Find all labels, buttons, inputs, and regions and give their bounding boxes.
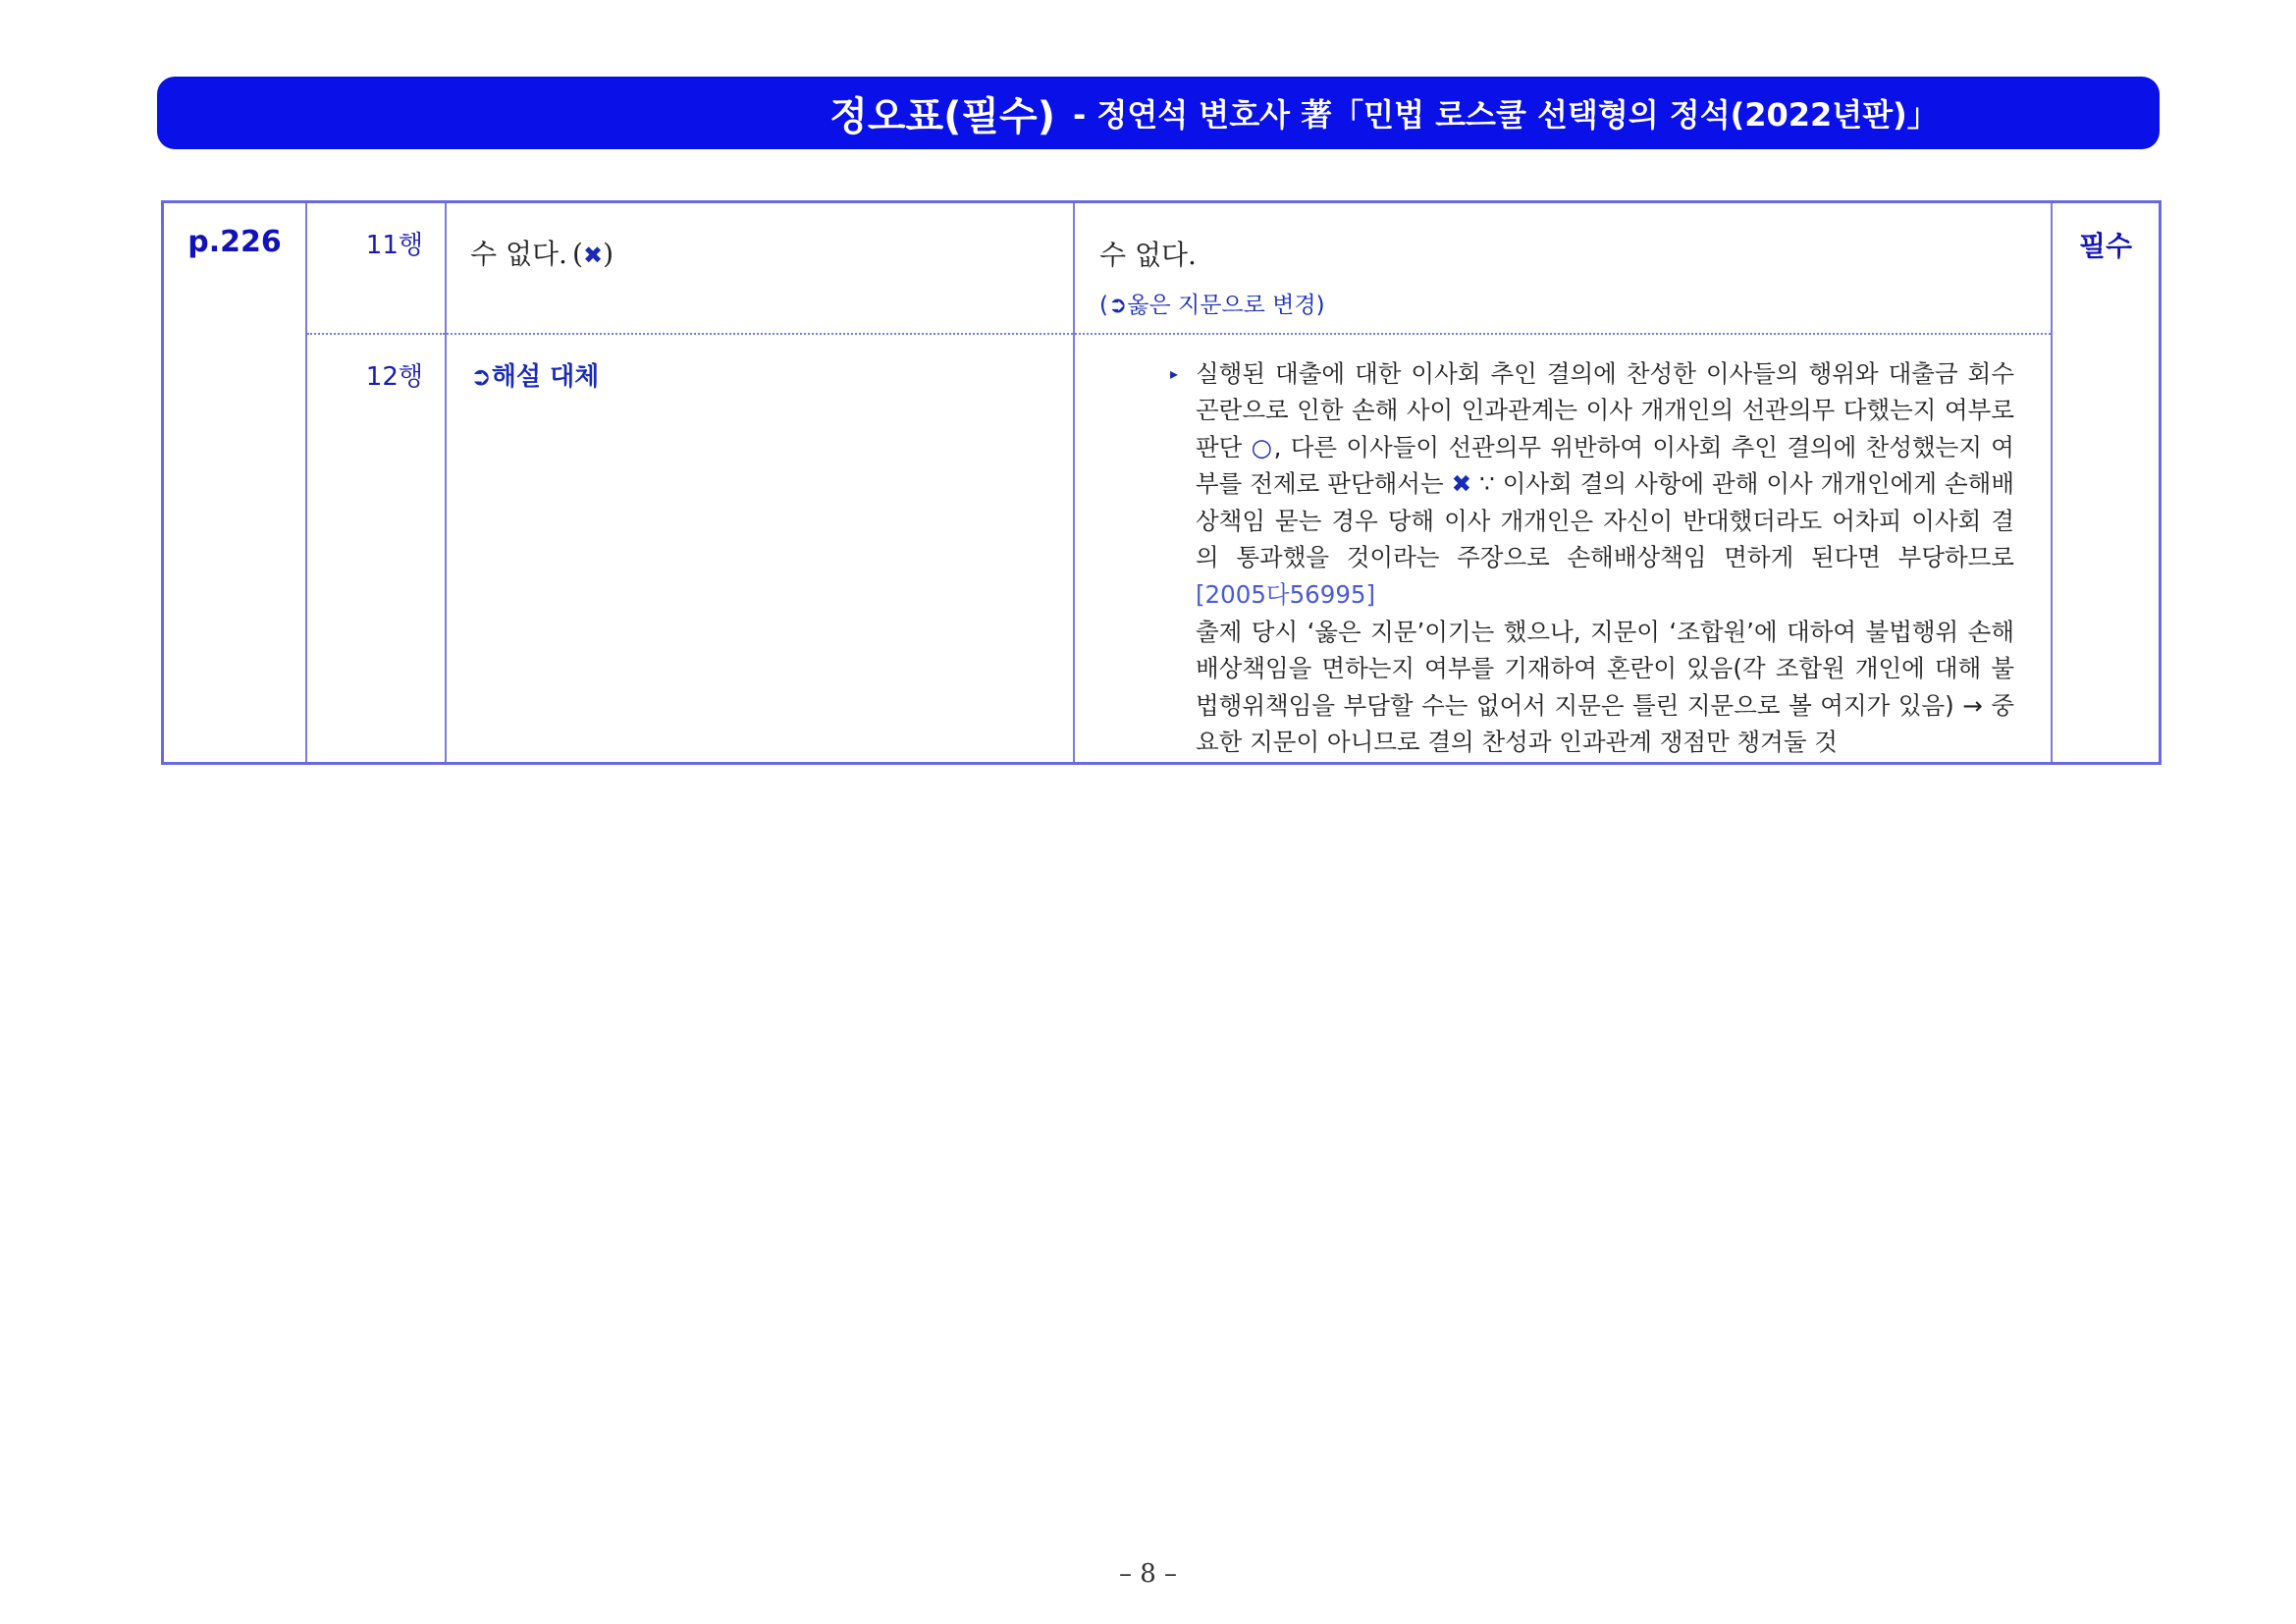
corrected-text-cell xyxy=(1074,202,2052,334)
correct-mark-icon: ○ xyxy=(1251,432,1274,461)
case-citation: [2005다56995] xyxy=(1196,580,1376,610)
table-row xyxy=(163,334,2161,764)
mark-open: ( xyxy=(572,238,583,270)
original-text-cell xyxy=(446,202,1074,334)
errata-table xyxy=(161,200,2162,765)
explanation-part-1: 실행된 대출에 대한 이사회 추인 결의에 찬성한 이사들의 행위와 대출금 회수 곤란으로 인한 손해 사이 인과관계는 이사 개개인의 선관의무 다했는지 여부로 판단 xyxy=(1196,358,2014,461)
table-row xyxy=(163,202,2161,334)
wrong-mark-icon: ✖ xyxy=(582,242,604,269)
correction-note: (➲옳은 지문으로 변경) xyxy=(1099,293,1325,318)
explanation-part-4: 출제 당시 ‘옳은 지문’이기는 했으나, 지문이 ‘조합원’에 대하여 불법행위 손해배상책임을 면하는지 여부를 기재하여 혼란이 있음(각 조합원 개인에 대해 불법행위책임을 부담할 수는 없어서 지문은 틀린 지문으로 볼 여지가 있음) → 중요한 지문이 아니므로 결의 찬성과 인과관계 쟁점만 챙겨둘 것 xyxy=(1196,617,2014,757)
original-text: 수 없다. xyxy=(470,238,567,270)
corrected-text-cell xyxy=(1074,334,2052,764)
line-number: 11행 xyxy=(306,202,446,334)
page-reference: p.226 xyxy=(163,202,307,764)
title-banner xyxy=(157,77,2160,149)
wrong-mark-icon: ✖ xyxy=(1451,469,1472,499)
banner-title: 정오표(필수) xyxy=(829,93,1055,139)
explanation-part-2: , 다른 이사들이 선관의무 위반하여 이사회 추인 결의에 찬성했는지 여부를 전제로 판단해서는 xyxy=(1196,432,2014,499)
line-number: 12행 xyxy=(306,334,446,764)
mark-close: ) xyxy=(603,238,614,270)
banner-subtitle: - 정연석 변호사 著「민법 로스쿨 선택형의 정석(2022년판)」 xyxy=(1072,96,1939,134)
explanation-part-3: ∵ 이사회 결의 사항에 관해 이사 개개인에게 손해배상책임 묻는 경우 당해 이사 개개인은 자신이 반대했더라도 어차피 이사회 결의 통과했을 것이라는 주장으로 손해배상책임 면하게 된다면 부당하므로 xyxy=(1196,469,2014,572)
corrected-text: 수 없다. xyxy=(1099,239,1197,271)
page-number: – 8 – xyxy=(1118,1559,1178,1589)
importance-badge: 필수 xyxy=(2052,202,2161,764)
original-text-cell xyxy=(446,334,1074,764)
bullet-icon: ▸ xyxy=(1170,363,1179,383)
explanation-block xyxy=(1170,355,2014,762)
replace-note: ➲해설 대체 xyxy=(470,361,600,392)
